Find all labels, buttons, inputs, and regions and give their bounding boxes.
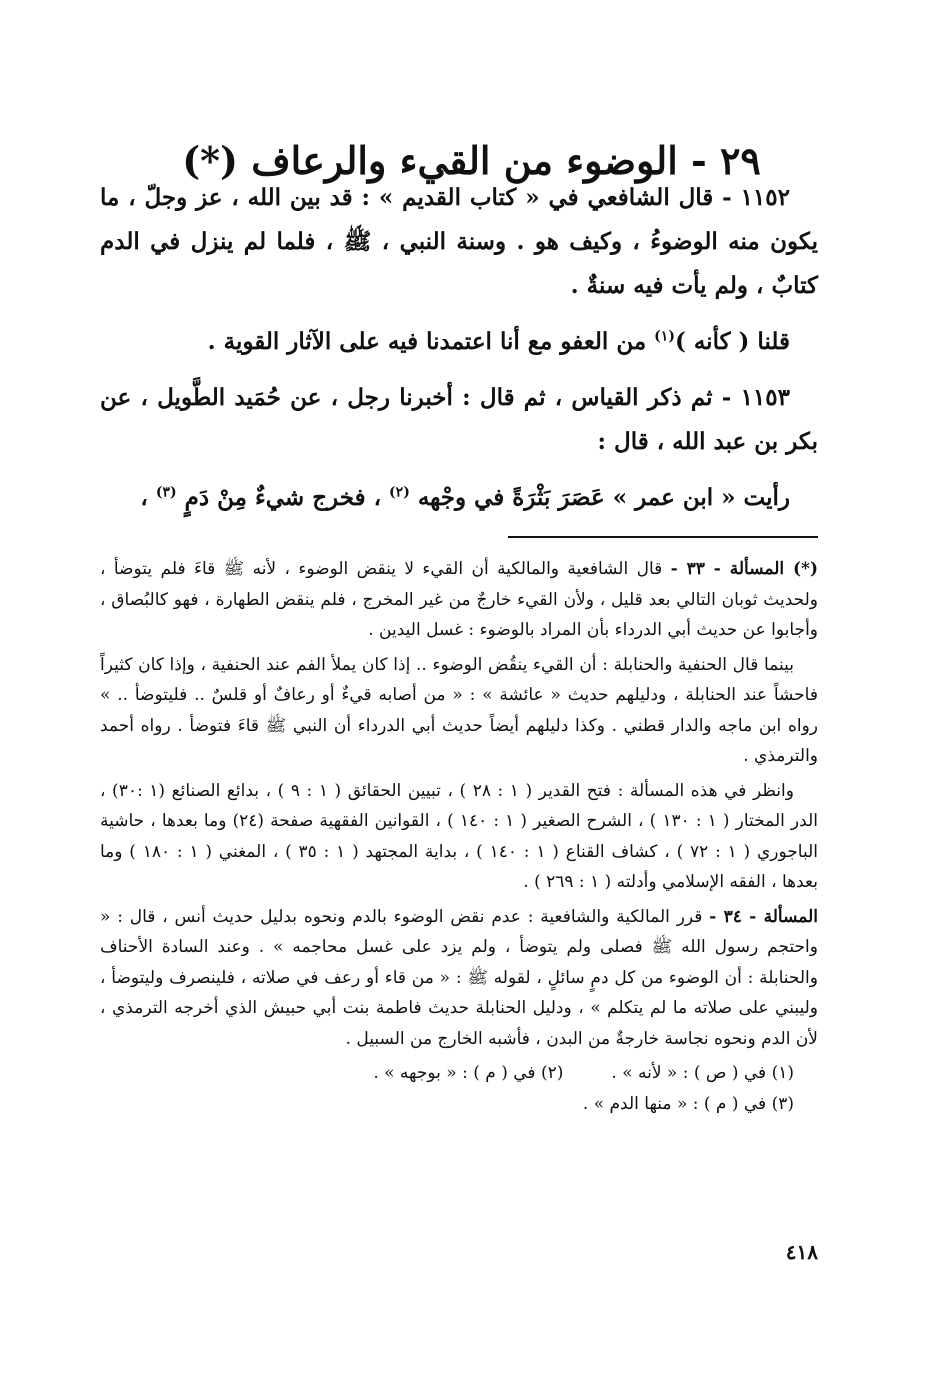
paragraph-narration [100,476,818,520]
issue-34-heading: المسألة - ٣٤ - [709,906,819,927]
variant-note-2: (٢) في ( م ) : « بوجهه » . [373,1063,564,1083]
narration-text-a: رأيت « ابن عمر » عَصَرَ بَثْرَةً في وجْهه [409,484,790,511]
chapter-title: ٢٩ - الوضوء من القيء والرعاف (*) [182,138,761,184]
issue-33-text: قال الشافعية والمالكية أن القيء لا ينقض الوضوء ، لأنه ﷺ قاءَ فلم يتوضأ ، ولحديث ثوبان التالي بعد قليل ، ولأن القيء خارجٌ من غير المخرج ، فلم ينقض الطهارة ، فهو كالبُصاق ، وأجابوا عن حديث أبي الدرداء بأن المراد بالوضوء : غسل اليدين . [100,559,818,640]
footnote-marker-2: (٢) [389,484,410,501]
footnote-marker-1: (١) [654,328,675,345]
footnote-references: وانظر في هذه المسألة : فتح القدير ( ١ : ٢٨ ) ، تبيين الحقائق ( ١ : ٩ ) ، بدائع الصنائع (١ :٣٠) ، الدر المختار ( ١ : ١٣٠ ) ، الشرح الصغير ( ١ : ١٤٠ ) ، القوانين الفقهية صفحة (٢٤) وما بعدها ، حاشية الباجوري ( ١ : ٧٢ ) ، كشاف القناع ( ١ : ١٤٠ ) ، بداية المجتهد ( ١ : ٣٥ ) ، المغني ( ١ : ١٨٠ ) وما بعدها ، الفقه الإسلامي وأدلته ( ١ : ٢٦٩ ) . [100,780,818,892]
narration-text-b: ، فخرج شيءٌ مِنْ دَمٍ [176,484,390,511]
paragraph-comment [100,320,818,364]
comment-text-start: قلنا ( كأنه ) [674,328,790,355]
page-number: ٤١٨ [785,1240,818,1264]
paragraph-1153: ١١٥٣ - ثم ذكر القياس ، ثم قال : أخبرنا رجل ، عن حُمَيد الطَّويل ، عن بكر بن عبد الله ، قال : [100,384,818,455]
footnote-marker-3: (٣) [155,484,177,501]
variant-note-1: (١) في ( ص ) : « لأنه » . [611,1063,794,1083]
variant-note-3: (٣) في ( م ) : « منها الدم » . [582,1093,794,1114]
paragraph-1152: ١١٥٢ - قال الشافعي في « كتاب القديم » : قد بين الله ، عز وجلّ ، ما يكون منه الوضوءُ ، وكيف هو . وسنة النبي ، ﷺ ، فلما لم ينزل في الدم كتابٌ ، ولم يأت فيه سنةٌ . [100,184,818,299]
main-text [100,176,818,532]
footnote-separator [508,536,818,538]
variant-notes [100,1058,818,1119]
footnotes [100,554,818,1119]
narration-text-c: ، [140,484,156,511]
footnote-issue-33 [100,554,818,646]
comment-text-end: من العفو مع أنا اعتمدنا فيه على الآثار القوية . [207,328,655,355]
footnote-hanafi-hanbali: بينما قال الحنفية والحنابلة : أن القيء ينقُض الوضوء .. إذا كان يملأ الفم عند الحنفية ، وإذا كان كثيراً فاحشاً عند الحنابلة ، ودليلهم حديث « عائشة » : « من أصابه قيءٌ أو رعافٌ أو قلسٌ .. فليتوضأ .. » رواه ابن ماجه والدار قطني . وكذا دليلهم أيضاً حديث أبي الدرداء أن النبي ﷺ قاءَ فتوضأ . رواه أحمد والترمذي . [100,654,818,766]
issue-34-text: قرر المالكية والشافعية : عدم نقض الوضوء بالدم ونحوه بدليل حديث أنس ، قال : « واحتجم رسول الله ﷺ فصلى ولم يتوضأ ، ولم يزد على غسل محاجمه » . وعند السادة الأحناف والحنابلة : أن الوضوء من كل دمٍ سائلٍ ، لقوله ﷺ : « من قاء أو رعف في صلاته ، فلينصرف وليتوضأ ، وليبني على صلاته ما لم يتكلم » ، ودليل الحنابلة حديث فاطمة بنت أبي حبيش الذي أخرجه الترمذي ، لأن الدم ونحوه نجاسة خارجةٌ من البدن ، فأشبه الخارج من السبيل . [100,906,818,1049]
variant-notes-row [100,1058,794,1089]
issue-33-heading: (*) المسألة - ٣٣ - [670,559,818,579]
footnote-issue-34 [100,902,818,1055]
